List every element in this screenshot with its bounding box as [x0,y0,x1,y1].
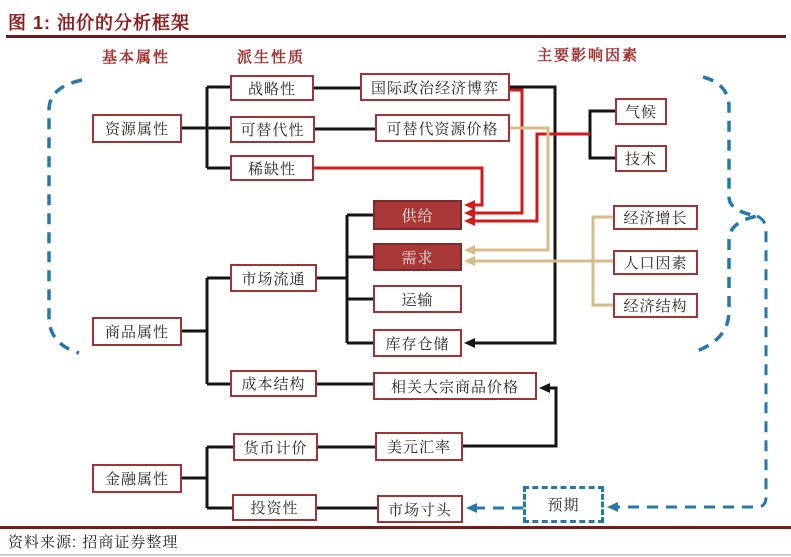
figure-title: 图 1: 油价的分析框架 [8,13,191,33]
node-economic-structure: 经济结构 [613,293,698,318]
node-substitutability: 可替代性 [230,116,315,143]
node-demand: 需求 [373,243,462,271]
node-resource-attribute: 资源属性 [92,114,182,143]
node-scarcity: 稀缺性 [230,155,314,181]
node-strategic: 战略性 [230,75,314,101]
node-related-commodity-prices: 相关大宗商品价格 [373,372,537,400]
title-rule [6,35,786,38]
node-climate: 气候 [615,98,667,125]
node-cost-structure: 成本结构 [230,370,317,397]
node-investment: 投资性 [232,494,317,521]
node-commodity-attribute: 商品属性 [92,317,182,346]
node-expectation: 预期 [523,486,604,523]
node-economic-growth: 经济增长 [613,205,698,230]
node-transport: 运输 [373,285,462,313]
node-international-political-economic-game: 国际政治经济博弈 [360,73,510,101]
source-note: 资料来源: 招商证券整理 [8,534,179,551]
red-arrowheads [464,200,475,226]
right-brace [694,77,757,352]
header-basic-attributes: 基本属性 [102,49,171,66]
node-inventory-storage: 库存仓储 [373,329,462,357]
node-usd-exchange-rate: 美元汇率 [375,432,463,461]
header-main-factors: 主要影响因素 [537,47,640,64]
node-market-circulation: 市场流通 [230,264,317,292]
left-brace [49,80,82,353]
header-derived-properties: 派生性质 [237,49,306,66]
node-substitute-resource-price: 可替代资源价格 [375,114,510,142]
node-currency-pricing: 货币计价 [233,433,318,461]
node-financial-attribute: 金融属性 [92,464,182,493]
node-supply: 供给 [373,200,462,230]
tan-arrowheads [464,245,475,266]
footer-rule [0,526,791,529]
tan-influence-connectors [474,128,613,305]
node-market-position: 市场寸头 [377,495,463,523]
node-technology: 技术 [615,145,667,172]
bottom-edge-rule [0,554,791,556]
node-population-factors: 人口因素 [613,250,698,275]
